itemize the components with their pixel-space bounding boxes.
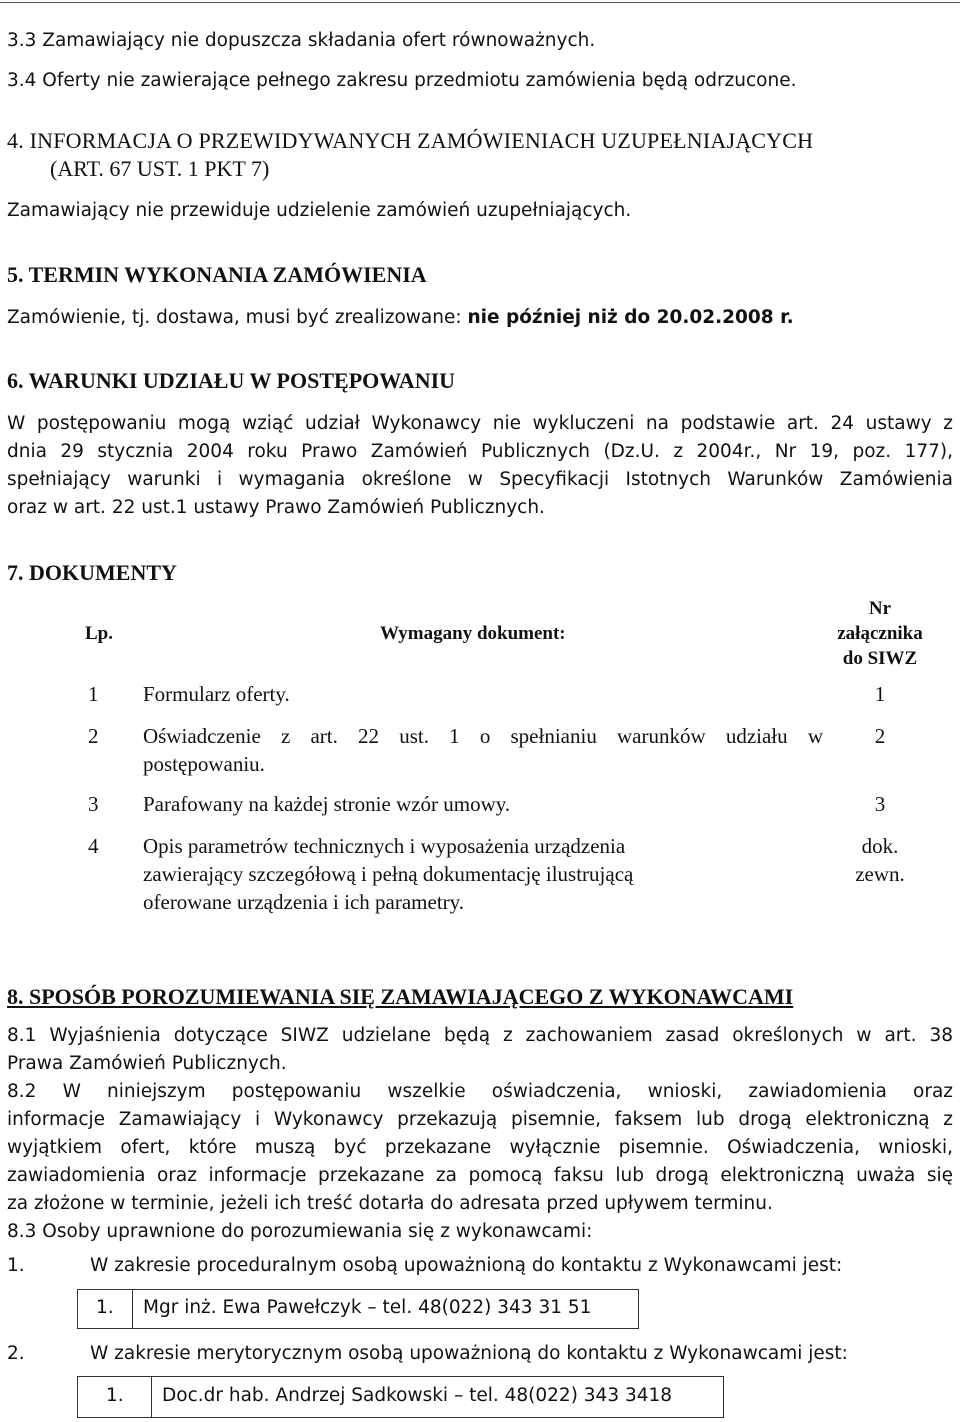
section-4-text: Zamawiający nie przewiduje udzielenie zamówień uzupełniających. [7, 200, 632, 221]
paragraph-8-2-line: wyjątkiem ofert, które muszą być przekazane wyłącznie pisemnie. Oświadczenia, wnioski, [7, 1137, 953, 1158]
paragraph-8-1-line: 8.1 Wyjaśnienia dotyczące SIWZ udzielane będą z zachowaniem zasad określonych w art. 38 [7, 1025, 953, 1046]
paragraph-8-2-line: zawiadomienia oraz informacje przekazane za pomocą faksu lub drogą elektroniczną uważa się [7, 1165, 953, 1186]
table-row-attachment-line: 2 [874, 724, 886, 748]
contact-item-number: 1. [7, 1255, 25, 1276]
section-8-heading-text: 8. SPOSÓB POROZUMIEWANIA SIĘ ZAMAWIAJĄCEGO Z WYKONAWCAMI [7, 984, 794, 1009]
contact-box-number: 1. [106, 1385, 124, 1406]
section-6-line: dnia 29 stycznia 2004 roku Prawo Zamówień Publicznych (Dz.U. z 2004r., Nr 19, poz. 177), [7, 441, 953, 462]
contact-box-divider [151, 1377, 152, 1417]
table-header-nr-line: Nr [868, 598, 892, 619]
table-row-attachment [830, 790, 930, 818]
paragraph-8-2-line: informacje Zamawiający i Wykonawcy przekazują pisemnie, faksem lub drogą elektroniczną z [7, 1109, 953, 1130]
section-5-text [7, 304, 794, 332]
section-6-line: W postępowaniu mogą wziąć udział Wykonawcy nie wykluczeni na podstawie art. 24 ustawy z [7, 413, 953, 434]
table-header-nr-line: załącznika [837, 623, 923, 644]
paragraph-3-4: 3.4 Oferty nie zawierające pełnego zakresu przedmiotu zamówienia będą odrzucone. [7, 70, 797, 91]
contact-item-number: 2. [7, 1343, 25, 1364]
section-7-heading [7, 559, 177, 587]
contact-item-text: W zakresie proceduralnym osobą upoważnioną do kontaktu z Wykonawcami jest: [90, 1255, 843, 1276]
table-row-attachment-line: dok. [861, 834, 899, 858]
top-rule [0, 2, 960, 3]
contact-box-substantive [77, 1376, 724, 1418]
contact-box-person: Doc.dr hab. Andrzej Sadkowski – tel. 48(022) 343 3418 [162, 1385, 673, 1406]
table-row-lp: 4 [88, 834, 99, 858]
section-6-paragraph [7, 410, 953, 522]
paragraph-8-1 [7, 1022, 953, 1078]
section-6-heading-text: 6. WARUNKI UDZIAŁU W POSTĘPOWANIU [7, 368, 456, 393]
table-row-attachment [830, 680, 930, 708]
contact-box-divider [132, 1290, 133, 1328]
section-6-line: spełniający warunki i wymagania określone w Specyfikacji Istotnych Warunków Zamówienia [7, 469, 953, 490]
contact-box-number: 1. [96, 1297, 114, 1318]
section-4-heading: 4. INFORMACJA O PRZEWIDYWANYCH ZAMÓWIENIACH UZUPEŁNIAJĄCYCH [7, 128, 814, 153]
table-header-lp: Lp. [85, 623, 113, 644]
table-row-document [143, 832, 823, 916]
paragraph-8-2-line: za złożone w terminie, jeżeli ich treść dotarła do adresata przed upływem terminu. [7, 1193, 773, 1214]
section-5-heading [7, 261, 427, 289]
table-row-document-line: Opis parametrów technicznych i wyposażenia urządzenia [143, 834, 626, 858]
table-row-document-line: zawierający szczegółową i pełną dokumentację ilustrującą [143, 862, 634, 886]
contact-item-text: W zakresie merytorycznym osobą upoważnioną do kontaktu z Wykonawcami jest: [90, 1343, 848, 1364]
table-row-lp: 3 [88, 792, 99, 816]
section-8-heading [7, 983, 793, 1011]
paragraph-8-3: 8.3 Osoby uprawnione do porozumiewania się z wykonawcami: [7, 1221, 593, 1242]
contact-box-procedural [77, 1289, 639, 1329]
table-header-attachment-number [820, 596, 940, 671]
paragraph-3-3: 3.3 Zamawiający nie dopuszcza składania ofert równoważnych. [7, 30, 596, 51]
table-row-attachment-line: 3 [874, 792, 886, 816]
section-5-deadline: nie później niż do 20.02.2008 r. [467, 307, 794, 328]
table-row-document [143, 790, 823, 818]
table-header-nr-line: do SIWZ [842, 648, 918, 669]
table-row-document [143, 680, 823, 708]
paragraph-8-2-line: 8.2 W niniejszym postępowaniu wszelkie oświadczenia, wnioski, zawiadomienia oraz [7, 1081, 953, 1102]
section-5-text-plain: Zamówienie, tj. dostawa, musi być zrealizowane: [7, 307, 468, 328]
table-row-attachment [830, 832, 930, 888]
paragraph-8-2 [7, 1078, 953, 1218]
table-row-document [143, 722, 823, 778]
contact-box-person: Mgr inż. Ewa Pawełczyk – tel. 48(022) 343 31 51 [143, 1297, 592, 1318]
table-row-document-line: oferowane urządzenia i ich parametry. [143, 890, 465, 914]
section-5-heading-text: 5. TERMIN WYKONANIA ZAMÓWIENIA [7, 262, 427, 287]
section-6-heading [7, 367, 455, 395]
table-row-document-line: Formularz oferty. [143, 682, 290, 706]
table-row-attachment [830, 722, 930, 750]
table-row-attachment-line: 1 [874, 682, 886, 706]
table-row-document-line: Parafowany na każdej stronie wzór umowy. [143, 792, 511, 816]
table-header-document: Wymagany dokument: [380, 623, 566, 644]
section-7-heading-text: 7. DOKUMENTY [7, 560, 177, 585]
paragraph-8-1-line: Prawa Zamówień Publicznych. [7, 1053, 287, 1074]
table-row-document-line: Oświadczenie z art. 22 ust. 1 o spełnianiu warunków udziału w [143, 724, 823, 748]
section-6-line: oraz w art. 22 ust.1 ustawy Prawo Zamówień Publicznych. [7, 497, 545, 518]
table-row-lp: 1 [88, 682, 99, 706]
section-4-heading-cont: (ART. 67 UST. 1 PKT 7) [50, 156, 270, 181]
table-row-document-line: postępowaniu. [143, 752, 265, 776]
table-row-lp: 2 [88, 724, 99, 748]
table-row-attachment-line: zewn. [855, 862, 905, 886]
